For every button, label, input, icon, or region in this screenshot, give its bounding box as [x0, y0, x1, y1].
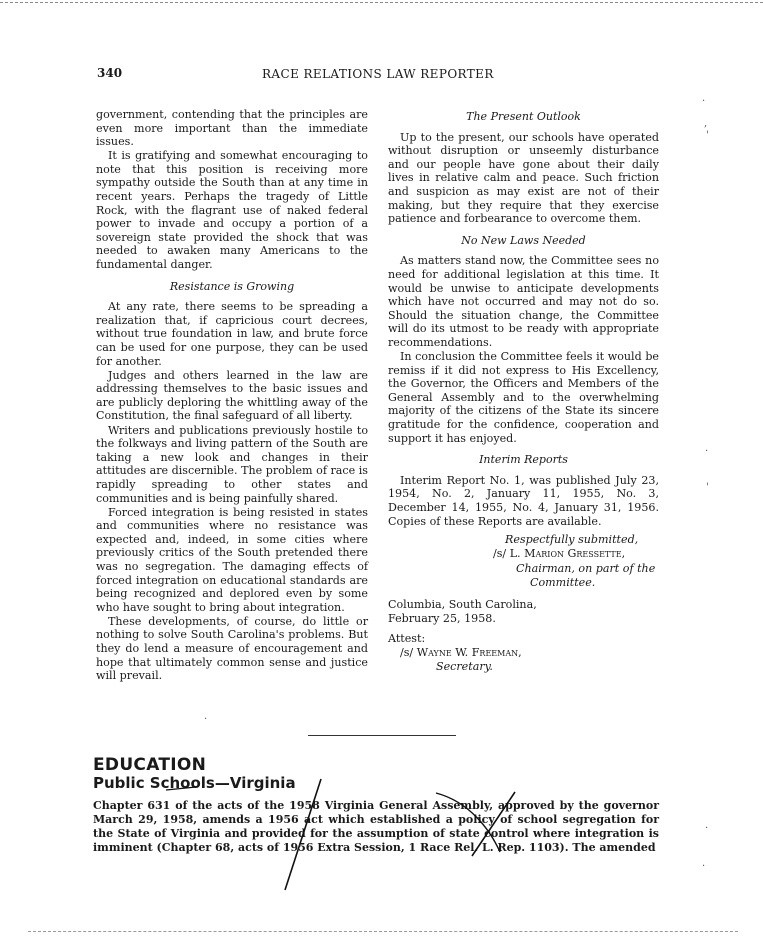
paragraph: As matters stand now, the Committee sees no need for additional legislation at this time. It would be unwise to anticipate developments which have not occurred and may not do so. Should the situation change, the Committee will do its utmost to be ready with appropriate recommendations. — [388, 254, 659, 349]
dateline — [388, 598, 659, 626]
closing: Respectfully submitted, — [505, 533, 639, 547]
scan-speck: · — [705, 446, 709, 457]
scan-speck: , — [704, 118, 708, 129]
paragraph: Judges and others learned in the law are addressing themselves to the basic issues and are publicly deploring the whittling away of the Constitution, the final safeguard of all liberty. — [96, 368, 368, 423]
scan-speck: ' — [706, 482, 709, 493]
scan-speck: · — [705, 823, 709, 834]
page-edge-top — [0, 2, 763, 3]
section-heading: Resistance is Growing — [169, 279, 295, 293]
section-heading: The Present Outlook — [466, 110, 581, 123]
running-head: RACE RELATIONS LAW REPORTER — [262, 67, 494, 81]
attest-title: Secretary. — [436, 660, 493, 674]
signature-block — [388, 533, 659, 590]
signer-name: Marion Gressette, — [524, 547, 626, 561]
attest-label: Attest: — [388, 632, 426, 646]
date: February 25, 1958. — [388, 612, 496, 626]
right-column — [388, 108, 659, 674]
section-heading: No New Laws Needed — [461, 233, 586, 247]
statute-summary: Chapter 631 of the acts of the 1958 Virginia General Assembly, approved by the governor March 29, 1958, amends a 1956 act which established a policy of school segregation for the State of Virginia and provided for the assumption of state control where integration is imminent (Chapter 68, acts of 1956 Extra Session, 1 Race Rel. L. Rep. 1103). The amended — [93, 799, 659, 854]
signed-line — [388, 547, 659, 561]
section-title: EDUCATION — [93, 755, 207, 775]
paragraph: Up to the present, our schools have operated without disruption or unseemly disturbance and our people have gone about their daily lives in relative calm and peace. Such friction and suspicion as may exist are not of their making, but they require that they exercise patience and forbearance to overcome them. — [388, 130, 659, 226]
page-number: 340 — [97, 66, 123, 80]
signer-title-cont: Committee. — [530, 576, 596, 590]
attest-signed-line — [388, 646, 659, 660]
attest-name: Wayne W. Freeman, — [416, 646, 522, 660]
paragraph: At any rate, there seems to be spreading a realization that, if capricious court decrees, without true foundation in law, and brute force can be used for one purpose, they can be used for another. — [96, 300, 368, 368]
paragraph: These developments, of course, do little or nothing to solve South Carolina's problems. But they do lend a measure of encouragement and hope that ultimately common sense and justice will prevail. — [96, 614, 368, 683]
paragraph: government, contending that the principles are even more important than the immediate issues. — [96, 108, 368, 149]
attest-prefix: /s/ — [400, 646, 414, 660]
page-edge-bottom — [28, 931, 738, 932]
attest-block — [388, 632, 659, 674]
signer-title: Chairman, on part of the — [516, 561, 656, 575]
paragraph: In conclusion the Committee feels it would be remiss if it did not express to His Excellency, the Governor, the Officers and Members of the General Assembly and to the overwhelming majority of the citizens of the State its sincere gratitude for the confidence, cooperation and support it has enjoyed. — [388, 350, 659, 445]
scan-speck: · — [702, 96, 706, 107]
signed-prefix: /s/ L. — [493, 547, 521, 561]
paragraph: Writers and publications previously hostile to the folkways and living pattern of the South are taking a new look and changes in their attitudes are discernible. The problem of race is rapidly spreading to other states and communities and is being painfully shared. — [96, 423, 368, 505]
section-heading: Interim Reports — [479, 453, 568, 467]
scan-speck: ' — [706, 130, 709, 141]
paragraph: Interim Report No. 1, was published July 23, 1954, No. 2, January 11, 1955, No. 3, December 14, 1955, No. 4, January 31, 1956. Copies of these Reports are available. — [388, 473, 659, 528]
scan-speck: · — [204, 714, 208, 725]
section-subtitle: Public Schools—Virginia — [93, 774, 296, 792]
divider-rule — [308, 735, 456, 736]
paragraph: Forced integration is being resisted in states and communities where no resistance was expected and, indeed, in some cities where previously critics of the South pretended there was no segregation. The damaging effects of forced integration on educational standards are being recognized and deplored even by some who have sought to bring about integration. — [96, 505, 368, 614]
left-column — [96, 108, 368, 683]
scan-speck: · — [702, 861, 706, 872]
paragraph: It is gratifying and somewhat encouraging to note that this position is receiving more sympathy outside the South than at any time in recent years. Perhaps the tragedy of Little Rock, with the flagrant use of naked federal power to invade and occupy a portion of a sovereign state provided the shock that was needed to awaken many Americans to the fundamental danger. — [96, 149, 368, 272]
place: Columbia, South Carolina, — [388, 598, 537, 612]
